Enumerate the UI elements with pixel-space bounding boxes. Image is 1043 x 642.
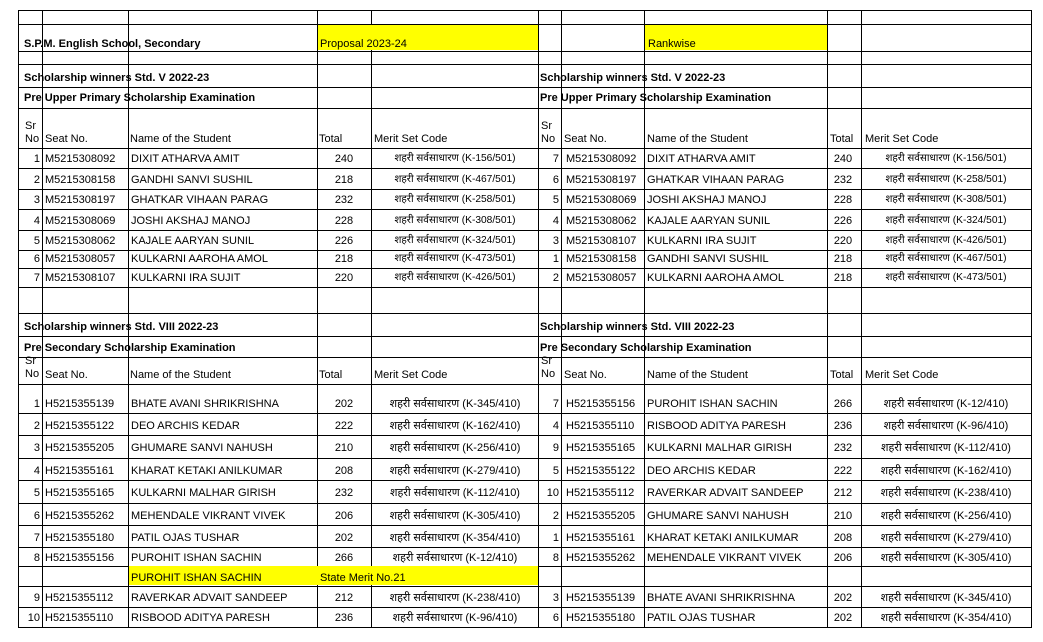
- merit-code-cell: शहरी सर्वसाधारण (K-308/501): [885, 194, 1007, 205]
- seat-cell: H5215355110: [45, 612, 114, 624]
- std5-left-seat-header: Seat No.: [45, 133, 88, 145]
- name-cell: KULKARNI AAROHA AMOL: [131, 253, 268, 265]
- merit-code-cell: शहरी सर्वसाधारण (K-258/501): [394, 194, 516, 205]
- proposal-label: Proposal 2023-24: [320, 38, 407, 50]
- merit-code-cell: शहरी सर्वसाधारण (K-112/410): [390, 487, 520, 499]
- seat-cell: H5215355205: [566, 510, 636, 522]
- name-cell: RAVERKAR ADVAIT SANDEEP: [131, 592, 288, 604]
- grid-horizontal-line: [18, 336, 1032, 337]
- sr-cell: 5: [33, 487, 40, 499]
- name-cell: JOSHI AKSHAJ MANOJ: [131, 215, 251, 227]
- sr-cell: 10: [27, 612, 40, 624]
- grid-horizontal-line: [18, 607, 1032, 608]
- total-cell: 202: [334, 398, 354, 410]
- sr-cell: 5: [552, 194, 559, 206]
- sr-cell: 3: [33, 194, 40, 206]
- total-cell: 208: [334, 465, 354, 477]
- seat-cell: H5215355122: [45, 420, 115, 432]
- name-cell: KHARAT KETAKI ANILKUMAR: [647, 532, 799, 544]
- sr-cell: 10: [546, 487, 559, 499]
- seat-cell: H5215355139: [566, 592, 636, 604]
- sr-cell: 2: [552, 272, 559, 284]
- grid-horizontal-line: [18, 250, 1032, 251]
- merit-code-cell: शहरी सर्वसाधारण (K-345/410): [880, 592, 1012, 604]
- grid-horizontal-line: [18, 10, 1032, 11]
- seat-cell: M5215308158: [566, 253, 637, 265]
- sr-cell: 3: [33, 442, 40, 454]
- grid-horizontal-line: [18, 435, 1032, 436]
- total-cell: 266: [833, 398, 853, 410]
- std5-left-no-header: No: [25, 133, 40, 145]
- seat-cell: H5215355262: [45, 510, 115, 522]
- grid-horizontal-line: [18, 503, 1032, 504]
- seat-cell: H5215355161: [45, 465, 115, 477]
- total-cell: 232: [833, 442, 853, 454]
- name-cell: PATIL OJAS TUSHAR: [647, 612, 756, 624]
- seat-cell: M5215308062: [566, 215, 637, 227]
- std5-right-sr-header: Sr: [541, 120, 552, 132]
- total-cell: 222: [334, 420, 354, 432]
- grid-vertical-line: [18, 10, 19, 627]
- sr-cell: 7: [33, 272, 40, 284]
- grid-horizontal-line: [18, 480, 1032, 481]
- sr-cell: 2: [33, 174, 40, 186]
- std8-left-merit-header: Merit Set Code: [374, 369, 448, 381]
- seat-cell: H5215355156: [566, 398, 636, 410]
- merit-code-cell: शहरी सर्वसाधारण (K-156/501): [394, 153, 516, 164]
- total-cell: 202: [833, 592, 853, 604]
- std5-right-total-header: Total: [830, 133, 854, 145]
- std8-left-name-header: Name of the Student: [130, 369, 231, 381]
- sr-cell: 7: [552, 153, 559, 165]
- std8-left-exam: Pre Secondary Scholarship Examination: [24, 342, 236, 354]
- grid-horizontal-line: [18, 230, 1032, 231]
- name-cell: DEO ARCHIS KEDAR: [131, 420, 240, 432]
- name-cell: PATIL OJAS TUSHAR: [131, 532, 240, 544]
- name-cell: RAVERKAR ADVAIT SANDEEP: [647, 487, 804, 499]
- sr-cell: 4: [33, 215, 40, 227]
- grid-horizontal-line: [18, 525, 1032, 526]
- total-cell: 228: [334, 215, 354, 227]
- sr-cell: 2: [552, 510, 559, 522]
- merit-code-cell: शहरी सर्वसाधारण (K-467/501): [394, 174, 516, 185]
- merit-code-cell: शहरी सर्वसाधारण (K-426/501): [885, 235, 1007, 246]
- seat-cell: M5215308107: [566, 235, 637, 247]
- seat-cell: M5215308062: [45, 235, 116, 247]
- merit-code-cell: शहरी सर्वसाधारण (K-96/410): [883, 420, 1009, 432]
- grid-horizontal-line: [18, 64, 1032, 65]
- seat-cell: H5215355165: [45, 487, 115, 499]
- name-cell: BHATE AVANI SHRIKRISHNA: [131, 398, 279, 410]
- total-cell: 218: [833, 253, 853, 265]
- total-cell: 210: [334, 442, 354, 454]
- merit-code-cell: शहरी सर्वसाधारण (K-473/501): [394, 253, 516, 264]
- grid-horizontal-line: [18, 586, 1032, 587]
- sr-cell: 6: [33, 253, 40, 265]
- std5-right-seat-header: Seat No.: [564, 133, 607, 145]
- total-cell: 210: [833, 510, 853, 522]
- seat-cell: M5215308092: [566, 153, 637, 165]
- merit-code-cell: शहरी सर्वसाधारण (K-324/501): [885, 215, 1007, 226]
- seat-cell: M5215308107: [45, 272, 116, 284]
- seat-cell: H5215355112: [566, 487, 635, 499]
- grid-horizontal-line: [18, 357, 1032, 358]
- total-cell: 202: [334, 532, 354, 544]
- state-merit-name: PUROHIT ISHAN SACHIN: [131, 572, 262, 584]
- std8-right-exam: Pre Secondary Scholarship Examination: [540, 342, 752, 354]
- total-cell: 212: [334, 592, 354, 604]
- name-cell: KULKARNI MALHAR GIRISH: [647, 442, 792, 454]
- merit-code-cell: शहरी सर्वसाधारण (K-305/410): [880, 552, 1012, 564]
- std8-right-total-header: Total: [830, 369, 854, 381]
- sr-cell: 4: [33, 465, 40, 477]
- sr-cell: 8: [33, 552, 40, 564]
- merit-code-cell: शहरी सर्वसाधारण (K-12/410): [392, 552, 518, 564]
- rankwise-label: Rankwise: [648, 38, 696, 50]
- name-cell: KULKARNI MALHAR GIRISH: [131, 487, 276, 499]
- std8-right-title: Scholarship winners Std. VIII 2022-23: [540, 321, 735, 333]
- seat-cell: H5215355262: [566, 552, 636, 564]
- merit-code-cell: शहरी सर्वसाधारण (K-345/410): [389, 398, 521, 410]
- name-cell: GHUMARE SANVI NAHUSH: [647, 510, 789, 522]
- seat-cell: M5215308057: [45, 253, 116, 265]
- grid-horizontal-line: [18, 287, 1032, 288]
- std5-right-merit-header: Merit Set Code: [865, 133, 939, 145]
- std8-left-total-header: Total: [319, 369, 343, 381]
- total-cell: 232: [833, 174, 853, 186]
- sr-cell: 1: [33, 153, 40, 165]
- seat-cell: H5215355161: [566, 532, 636, 544]
- total-cell: 236: [334, 612, 354, 624]
- name-cell: DIXIT ATHARVA AMIT: [131, 153, 240, 165]
- name-cell: GHUMARE SANVI NAHUSH: [131, 442, 273, 454]
- name-cell: GHATKAR VIHAAN PARAG: [647, 174, 785, 186]
- sr-cell: 5: [33, 235, 40, 247]
- name-cell: DEO ARCHIS KEDAR: [647, 465, 756, 477]
- total-cell: 240: [334, 153, 354, 165]
- sr-cell: 1: [552, 532, 559, 544]
- merit-code-cell: शहरी सर्वसाधारण (K-354/410): [389, 532, 521, 544]
- std5-right-title: Scholarship winners Std. V 2022-23: [540, 72, 726, 84]
- grid-horizontal-line: [18, 627, 1032, 628]
- merit-code-cell: शहरी सर्वसाधारण (K-354/410): [880, 612, 1012, 624]
- seat-cell: H5215355112: [45, 592, 114, 604]
- name-cell: GANDHI SANVI SUSHIL: [647, 253, 769, 265]
- state-merit-label: State Merit No.21: [320, 572, 406, 584]
- std8-right-no-header: No: [541, 368, 556, 380]
- std8-right-sr-header: Sr: [541, 355, 552, 367]
- sr-cell: 6: [33, 510, 40, 522]
- sr-cell: 1: [33, 398, 40, 410]
- name-cell: DIXIT ATHARVA AMIT: [647, 153, 756, 165]
- std8-left-seat-header: Seat No.: [45, 369, 88, 381]
- seat-cell: M5215308197: [45, 194, 116, 206]
- total-cell: 206: [334, 510, 354, 522]
- std5-right-name-header: Name of the Student: [647, 133, 748, 145]
- name-cell: PUROHIT ISHAN SACHIN: [647, 398, 778, 410]
- total-cell: 208: [833, 532, 853, 544]
- name-cell: MEHENDALE VIKRANT VIVEK: [647, 552, 802, 564]
- name-cell: PUROHIT ISHAN SACHIN: [131, 552, 262, 564]
- total-cell: 202: [833, 612, 853, 624]
- total-cell: 226: [833, 215, 853, 227]
- merit-code-cell: शहरी सर्वसाधारण (K-96/410): [392, 612, 518, 624]
- merit-code-cell: शहरी सर्वसाधारण (K-256/410): [389, 442, 521, 454]
- grid-horizontal-line: [18, 313, 1032, 314]
- total-cell: 228: [833, 194, 853, 206]
- std8-right-seat-header: Seat No.: [564, 369, 607, 381]
- grid-horizontal-line: [18, 458, 1032, 459]
- merit-code-cell: शहरी सर्वसाधारण (K-258/501): [885, 174, 1007, 185]
- seat-cell: H5215355165: [566, 442, 636, 454]
- seat-cell: M5215308069: [566, 194, 637, 206]
- merit-code-cell: शहरी सर्वसाधारण (K-308/501): [394, 215, 516, 226]
- name-cell: JOSHI AKSHAJ MANOJ: [647, 194, 767, 206]
- std8-right-merit-header: Merit Set Code: [865, 369, 939, 381]
- name-cell: KAJALE AARYAN SUNIL: [647, 215, 771, 227]
- grid-horizontal-line: [18, 384, 1032, 385]
- seat-cell: H5215355122: [566, 465, 636, 477]
- sr-cell: 8: [552, 552, 559, 564]
- sr-cell: 7: [33, 532, 40, 544]
- std5-left-sr-header: Sr: [25, 120, 36, 132]
- grid-horizontal-line: [18, 209, 1032, 210]
- sr-cell: 9: [552, 442, 559, 454]
- sr-cell: 7: [552, 398, 559, 410]
- total-cell: 226: [334, 235, 354, 247]
- sr-cell: 5: [552, 465, 559, 477]
- total-cell: 218: [334, 174, 354, 186]
- merit-code-cell: शहरी सर्वसाधारण (K-473/501): [885, 272, 1007, 283]
- total-cell: 220: [334, 272, 354, 284]
- sr-cell: 3: [552, 592, 559, 604]
- grid-horizontal-line: [18, 168, 1032, 169]
- name-cell: RISBOOD ADITYA PARESH: [647, 420, 786, 432]
- sr-cell: 6: [552, 612, 559, 624]
- seat-cell: M5215308057: [566, 272, 637, 284]
- merit-code-cell: शहरी सर्वसाधारण (K-467/501): [885, 253, 1007, 264]
- std5-left-title: Scholarship winners Std. V 2022-23: [24, 72, 210, 84]
- sr-cell: 2: [33, 420, 40, 432]
- total-cell: 266: [334, 552, 354, 564]
- merit-code-cell: शहरी सर्वसाधारण (K-256/410): [880, 510, 1012, 522]
- std5-left-total-header: Total: [319, 133, 343, 145]
- grid-vertical-line: [317, 10, 318, 627]
- name-cell: RISBOOD ADITYA PARESH: [131, 612, 270, 624]
- grid-horizontal-line: [18, 547, 1032, 548]
- total-cell: 206: [833, 552, 853, 564]
- grid-horizontal-line: [18, 148, 1032, 149]
- seat-cell: M5215308197: [566, 174, 637, 186]
- name-cell: KULKARNI AAROHA AMOL: [647, 272, 784, 284]
- std8-left-title: Scholarship winners Std. VIII 2022-23: [24, 321, 219, 333]
- sr-cell: 9: [33, 592, 40, 604]
- name-cell: GANDHI SANVI SUSHIL: [131, 174, 253, 186]
- merit-code-cell: शहरी सर्वसाधारण (K-279/410): [389, 465, 521, 477]
- sr-cell: 6: [552, 174, 559, 186]
- total-cell: 212: [833, 487, 853, 499]
- name-cell: KAJALE AARYAN SUNIL: [131, 235, 255, 247]
- std8-left-sr-header: Sr: [25, 355, 36, 367]
- sr-cell: 4: [552, 420, 559, 432]
- name-cell: MEHENDALE VIKRANT VIVEK: [131, 510, 286, 522]
- sr-cell: 3: [552, 235, 559, 247]
- seat-cell: H5215355156: [45, 552, 115, 564]
- merit-code-cell: शहरी सर्वसाधारण (K-162/410): [389, 420, 521, 432]
- merit-code-cell: शहरी सर्वसाधारण (K-238/410): [880, 487, 1012, 499]
- merit-code-cell: शहरी सर्वसाधारण (K-279/410): [880, 532, 1012, 544]
- name-cell: BHATE AVANI SHRIKRISHNA: [647, 592, 795, 604]
- total-cell: 232: [334, 487, 354, 499]
- std5-left-merit-header: Merit Set Code: [374, 133, 448, 145]
- seat-cell: H5215355180: [45, 532, 115, 544]
- merit-code-cell: शहरी सर्वसाधारण (K-162/410): [880, 465, 1012, 477]
- total-cell: 218: [334, 253, 354, 265]
- grid-horizontal-line: [18, 87, 1032, 88]
- total-cell: 236: [833, 420, 853, 432]
- name-cell: KULKARNI IRA SUJIT: [647, 235, 757, 247]
- seat-cell: H5215355205: [45, 442, 115, 454]
- merit-code-cell: शहरी सर्वसाधारण (K-305/410): [389, 510, 521, 522]
- grid-horizontal-line: [18, 268, 1032, 269]
- total-cell: 232: [334, 194, 354, 206]
- total-cell: 240: [833, 153, 853, 165]
- std5-right-no-header: No: [541, 133, 556, 145]
- merit-code-cell: शहरी सर्वसाधारण (K-12/410): [883, 398, 1009, 410]
- std8-right-name-header: Name of the Student: [647, 369, 748, 381]
- std8-left-no-header: No: [25, 368, 40, 380]
- name-cell: KULKARNI IRA SUJIT: [131, 272, 241, 284]
- seat-cell: H5215355110: [566, 420, 635, 432]
- seat-cell: M5215308069: [45, 215, 116, 227]
- grid-horizontal-line: [18, 189, 1032, 190]
- seat-cell: H5215355139: [45, 398, 115, 410]
- grid-horizontal-line: [18, 108, 1032, 109]
- grid-vertical-line: [1031, 10, 1032, 627]
- merit-code-cell: शहरी सर्वसाधारण (K-112/410): [881, 442, 1011, 454]
- sr-cell: 1: [552, 253, 559, 265]
- merit-code-cell: शहरी सर्वसाधारण (K-238/410): [389, 592, 521, 604]
- school-name: S.P.M. English School, Secondary: [24, 38, 201, 50]
- name-cell: KHARAT KETAKI ANILKUMAR: [131, 465, 283, 477]
- std5-left-exam: Pre Upper Primary Scholarship Examination: [24, 92, 256, 104]
- seat-cell: H5215355180: [566, 612, 636, 624]
- total-cell: 220: [833, 235, 853, 247]
- merit-code-cell: शहरी सर्वसाधारण (K-426/501): [394, 272, 516, 283]
- seat-cell: M5215308092: [45, 153, 116, 165]
- std5-right-exam: Pre Upper Primary Scholarship Examination: [540, 92, 772, 104]
- seat-cell: M5215308158: [45, 174, 116, 186]
- total-cell: 222: [833, 465, 853, 477]
- std5-left-name-header: Name of the Student: [130, 133, 231, 145]
- merit-code-cell: शहरी सर्वसाधारण (K-324/501): [394, 235, 516, 246]
- grid-horizontal-line: [18, 413, 1032, 414]
- total-cell: 218: [833, 272, 853, 284]
- name-cell: GHATKAR VIHAAN PARAG: [131, 194, 269, 206]
- grid-horizontal-line: [18, 51, 1032, 52]
- merit-code-cell: शहरी सर्वसाधारण (K-156/501): [885, 153, 1007, 164]
- sr-cell: 4: [552, 215, 559, 227]
